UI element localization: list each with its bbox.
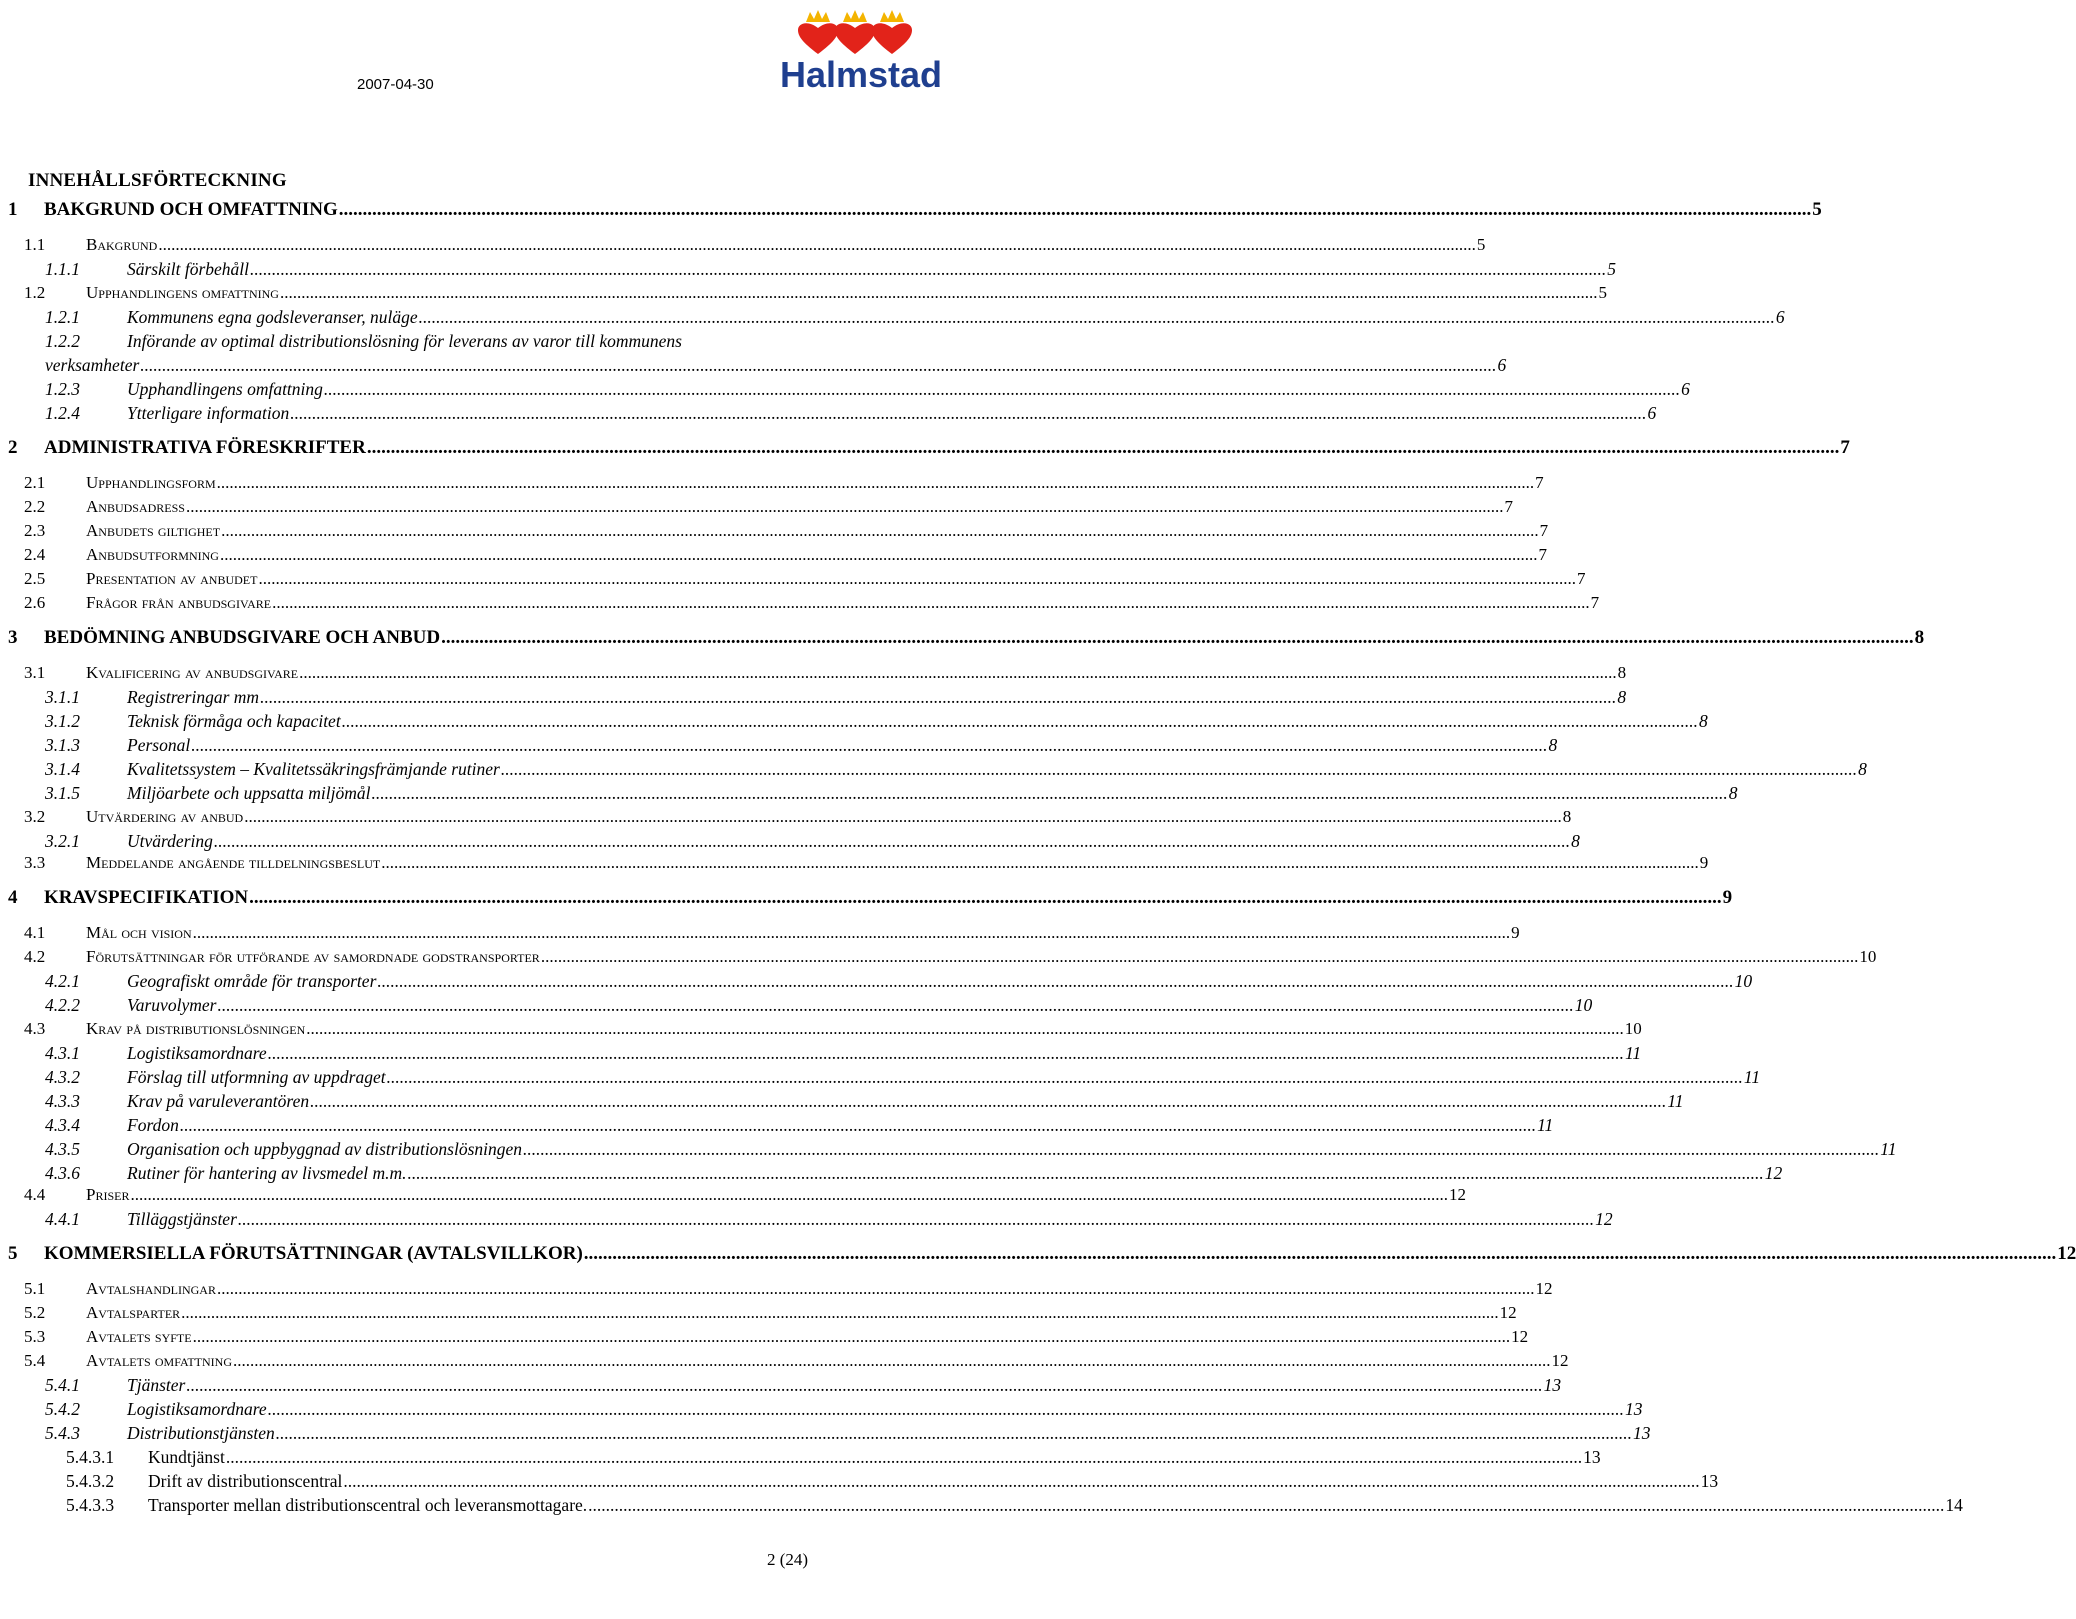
toc-entry-title: Avtalets syfte (86, 1327, 192, 1346)
toc-entry-3[interactable] (8, 627, 1925, 650)
toc-entry-number: 5.4.3.3 (66, 1495, 115, 1515)
toc-leader-dots (193, 923, 1511, 943)
toc-entry-page: 7 (1539, 521, 1549, 540)
toc-entry-number: 1.2.2 (45, 331, 80, 351)
toc-leader-dots (180, 1115, 1536, 1136)
toc-leader-dots (186, 1375, 1542, 1396)
toc-entry-number: 4.4 (24, 1185, 46, 1204)
toc-entry-3-1-2[interactable] (45, 711, 1708, 732)
toc-entry-title: KOMMERSIELLA FÖRUTSÄTTNINGAR (AVTALSVILLKOR) (44, 1243, 583, 1264)
toc-entry-title: Fordon (127, 1115, 179, 1135)
toc-entry-page: 8 (1571, 831, 1580, 851)
toc-entry-page: 6 (1681, 379, 1690, 399)
toc-entry-title: Miljöarbete och uppsatta miljömål (127, 783, 371, 803)
toc-leader-dots (419, 307, 1775, 328)
toc-entry-page: 10 (1624, 1019, 1642, 1038)
toc-entry-5[interactable] (8, 1243, 2076, 1266)
toc-entry-page: 10 (1734, 971, 1753, 991)
toc-entry-1-1[interactable] (24, 235, 1486, 255)
toc-entry-2-3[interactable] (24, 521, 1549, 541)
toc-entry-number: 4.1 (24, 923, 46, 942)
toc-entry-5-4-1[interactable] (45, 1375, 1562, 1396)
toc-entry-page: 7 (1504, 497, 1513, 516)
toc-entry-page: 12 (1535, 1279, 1553, 1298)
toc-leader-dots (233, 1351, 1551, 1371)
toc-entry-page: 8 (1728, 783, 1738, 803)
toc-entry-title: BEDÖMNING ANBUDSGIVARE OCH ANBUD (44, 627, 441, 648)
toc-entry-title: Tjänster (127, 1375, 186, 1395)
toc-leader-dots (158, 235, 1476, 255)
toc-entry-5-4-3[interactable] (45, 1423, 1651, 1444)
toc-entry-page: 9 (1511, 923, 1520, 942)
toc-leader-dots (191, 735, 1547, 756)
toc-entry-page: 11 (1537, 1115, 1554, 1135)
toc-entry-title: Kundtjänst (148, 1447, 225, 1467)
toc-entry-number: 3.3 (24, 853, 46, 872)
toc-entry-title: Registreringar mm (127, 687, 260, 707)
toc-entry-4-3-6[interactable] (45, 1163, 1783, 1184)
toc-entry-4-4[interactable] (24, 1185, 1466, 1205)
toc-entry-page: 6 (1497, 355, 1507, 375)
toc-entry-3-2-1[interactable] (45, 831, 1580, 852)
toc-entry-continuation[interactable] (45, 355, 1507, 376)
toc-entry-title: Förutsättningar för utförande av samordnade godstransporter (86, 947, 540, 966)
toc-entry-title: Avtalsparter (86, 1303, 181, 1322)
toc-entry-5-1[interactable] (24, 1279, 1553, 1299)
toc-entry-page: 10 (1859, 947, 1877, 966)
toc-entry-number: 4.2.1 (45, 971, 80, 991)
toc-leader-dots (584, 1243, 2057, 1266)
toc-entry-page: 8 (1914, 627, 1925, 648)
toc-entry-1-1-1[interactable] (45, 259, 1617, 280)
toc-leader-dots (260, 687, 1616, 708)
toc-entry-number: 1 (8, 199, 18, 220)
toc-entry-2-1[interactable] (24, 473, 1544, 493)
toc-entry-number: 4.3.4 (45, 1115, 80, 1135)
toc-entry-2[interactable] (8, 437, 1850, 460)
toc-entry-number: 1.2 (24, 283, 46, 302)
toc-entry-title: Anbudsutformning (86, 545, 219, 564)
toc-entry-1-2-2[interactable] (45, 331, 918, 352)
toc-entry-title: KRAVSPECIFIKATION (44, 887, 249, 908)
toc-entry-number: 2.5 (24, 569, 46, 588)
toc-entry-title: Presentation av anbudet (86, 569, 258, 588)
toc-leader-dots (140, 355, 1496, 376)
toc-entry-3-3[interactable] (24, 853, 1709, 873)
toc-entry-number: 3.1.4 (45, 759, 80, 779)
toc-leader-dots (387, 1067, 1743, 1088)
toc-entry-title: Teknisk förmåga och kapacitet (127, 711, 341, 731)
toc-entry-number: 2.6 (24, 593, 46, 612)
toc-entry-title: Rutiner för hantering av livsmedel m.m. (127, 1163, 407, 1183)
toc-entry-page: 6 (1775, 307, 1785, 327)
toc-entry-page: 13 (1700, 1471, 1719, 1491)
toc-entry-page: 8 (1617, 687, 1627, 707)
toc-entry-page: 7 (1535, 473, 1544, 492)
toc-entry-page: 9 (1722, 887, 1733, 908)
toc-entry-number: 1.2.3 (45, 379, 80, 399)
toc-entry-number: 5 (8, 1243, 18, 1264)
toc-entry-4-3-2[interactable] (45, 1067, 1761, 1088)
toc-entry-page: 11 (1667, 1091, 1684, 1111)
toc-entry-number: 3.1.3 (45, 735, 80, 755)
toc-entry-number: 1.1.1 (45, 259, 80, 279)
toc-entry-1-2-3[interactable] (45, 379, 1690, 400)
toc-entry-page: 10 (1574, 995, 1593, 1015)
toc-entry-title: Geografiskt område för transporter (127, 971, 377, 991)
toc-entry-title: Transporter mellan distributionscentral och leveransmottagare. (148, 1495, 588, 1515)
toc-entry-page: 8 (1562, 807, 1572, 826)
toc-leader-dots (381, 853, 1699, 873)
toc-entry-title: Meddelande angående tilldelningsbeslut (86, 853, 381, 872)
toc-entry-number: 3.2.1 (45, 831, 80, 851)
toc-entry-2-5[interactable] (24, 569, 1586, 589)
toc-leader-dots (276, 1423, 1632, 1444)
toc-entry-4-1[interactable] (24, 923, 1520, 943)
toc-entry-number: 5.4.3 (45, 1423, 80, 1443)
toc-leader-dots (523, 1139, 1879, 1160)
toc-entry-4-3-5[interactable] (45, 1139, 1897, 1160)
toc-entry-number: 1.2.4 (45, 403, 80, 423)
toc-entry-1-2-1[interactable] (45, 307, 1785, 328)
toc-heading: INNEHÅLLSFÖRTECKNING (28, 170, 287, 191)
toc-entry-title: Anbudets giltighet (86, 521, 221, 540)
toc-entry-title: Utvärdering (127, 831, 213, 851)
toc-entry-1[interactable] (8, 199, 1822, 222)
toc-entry-5-2[interactable] (24, 1303, 1517, 1323)
toc-entry-3-1-4[interactable] (45, 759, 1867, 780)
toc-entry-page: 8 (1698, 711, 1708, 731)
toc-entry-title: Kommunens egna godsleveranser, nuläge (127, 307, 418, 327)
toc-entry-page: 8 (1548, 735, 1558, 755)
toc-entry-5-4-2[interactable] (45, 1399, 1643, 1420)
toc-leader-dots (367, 437, 1840, 460)
toc-entry-3-1-3[interactable] (45, 735, 1558, 756)
toc-leader-dots (377, 971, 1733, 992)
toc-entry-title: Kvalitetssystem – Kvalitetssäkringsfrämjande rutiner (127, 759, 500, 779)
toc-entry-4-3-4[interactable] (45, 1115, 1554, 1136)
toc-entry-page: 13 (1624, 1399, 1643, 1419)
toc-entry-title: Bakgrund (86, 235, 158, 254)
toc-entry-number: 2.3 (24, 521, 46, 540)
toc-leader-dots (441, 627, 1914, 650)
toc-leader-dots (339, 199, 1812, 222)
page-indicator: 2 (24) (767, 1550, 809, 1569)
toc-entry-page: 12 (1448, 1185, 1466, 1204)
toc-entry-title: Krav på distributionslösningen (86, 1019, 306, 1038)
toc-entry-title: Upphandlingens omfattning (86, 283, 279, 302)
toc-entry-title: Frågor från anbudsgivare (86, 593, 272, 612)
toc-entry-number: 3 (8, 627, 18, 648)
toc-entry-number: 5.4.3.2 (66, 1471, 115, 1491)
toc-entry-2-4[interactable] (24, 545, 1547, 565)
toc-entry-number: 3.1.5 (45, 783, 80, 803)
toc-leader-dots (193, 1327, 1511, 1347)
toc-entry-page: 12 (1551, 1351, 1569, 1370)
toc-leader-dots (258, 569, 1576, 589)
document-date: 2007-04-30 (357, 76, 434, 93)
toc-entry-page: 11 (1624, 1043, 1642, 1063)
toc-entry-page: 9 (1699, 853, 1709, 872)
toc-entry-number: 5.4.1 (45, 1375, 80, 1395)
toc-entry-number: 5.1 (24, 1279, 46, 1298)
toc-entry-page: 7 (1576, 569, 1586, 588)
toc-entry-number: 1.2.1 (45, 307, 80, 327)
toc-entry-title: Krav på varuleverantören (127, 1091, 310, 1111)
toc-entry-page: 11 (1880, 1139, 1897, 1159)
toc-entry-number: 3.1.2 (45, 711, 80, 731)
toc-entry-2-2[interactable] (24, 497, 1513, 517)
toc-entry-title: Varuvolymer (127, 995, 217, 1015)
toc-entry-4[interactable] (8, 887, 1733, 910)
toc-entry-page: 7 (1538, 545, 1547, 564)
toc-entry-3-1-5[interactable] (45, 783, 1738, 804)
toc-entry-page: 5 (1607, 259, 1617, 279)
toc-entry-title: Mål och vision (86, 923, 192, 942)
toc-leader-dots (268, 1399, 1624, 1420)
toc-leader-dots (272, 593, 1590, 613)
toc-leader-dots (238, 1209, 1594, 1230)
toc-entry-title: Organisation och uppbyggnad av distributionslösningen (127, 1139, 523, 1159)
toc-entry-page: 8 (1858, 759, 1867, 779)
toc-leader-dots (501, 759, 1857, 780)
toc-entry-4-2-1[interactable] (45, 971, 1753, 992)
toc-entry-page: 13 (1583, 1447, 1601, 1467)
toc-entry-5-4-3-2[interactable] (66, 1471, 1719, 1492)
toc-entry-page: 12 (2057, 1243, 2076, 1264)
toc-leader-dots (324, 379, 1680, 400)
toc-entry-number: 5.4 (24, 1351, 46, 1370)
toc-leader-dots (217, 995, 1573, 1016)
toc-entry-5-4-3-1[interactable] (66, 1447, 1601, 1468)
toc-entry-title: Upphandlingsform (86, 473, 216, 492)
toc-entry-number: 2.4 (24, 545, 46, 564)
toc-entry-title: Utvärdering av anbud (86, 807, 244, 826)
toc-leader-dots (221, 521, 1539, 541)
toc-entry-number: 5.3 (24, 1327, 46, 1346)
toc-entry-4-3-3[interactable] (45, 1091, 1684, 1112)
toc-entry-number: 3.1.1 (45, 687, 80, 707)
toc-entry-number: 4.3.1 (45, 1043, 80, 1063)
toc-entry-page: 14 (1945, 1495, 1963, 1515)
toc-leader-dots (372, 783, 1728, 804)
toc-leader-dots (214, 831, 1570, 852)
toc-entry-number: 5.4.3.1 (66, 1447, 115, 1467)
toc-entry-title: Ytterligare information (127, 403, 290, 423)
toc-leader-dots (244, 807, 1562, 827)
toc-entry-4-3[interactable] (24, 1019, 1642, 1039)
toc-leader-dots (280, 283, 1598, 303)
toc-entry-title: Förslag till utformning av uppdraget (127, 1067, 386, 1087)
toc-entry-page: 13 (1543, 1375, 1562, 1395)
toc-entry-page: 11 (1743, 1067, 1761, 1087)
toc-entry-2-6[interactable] (24, 593, 1600, 613)
toc-entry-title: Införande av optimal distributionslösning för leverans av varor till kommunens (127, 331, 682, 351)
toc-entry-page: 12 (1499, 1303, 1517, 1322)
toc-leader-dots (310, 1091, 1666, 1112)
toc-entry-title: Priser (86, 1185, 130, 1204)
toc-entry-title: Upphandlingens omfattning (127, 379, 323, 399)
toc-entry-page: 12 (1511, 1327, 1529, 1346)
toc-entry-number: 5.4.2 (45, 1399, 80, 1419)
toc-entry-number: 5.2 (24, 1303, 46, 1322)
toc-entry-title: Kvalificering av anbudsgivare (86, 663, 299, 682)
toc-entry-title: Tilläggstjänster (127, 1209, 237, 1229)
toc-entry-5-4[interactable] (24, 1351, 1569, 1371)
toc-entry-number: 2.1 (24, 473, 46, 492)
toc-leader-dots (249, 887, 1722, 910)
toc-entry-title: Distributionstjänsten (127, 1423, 275, 1443)
toc-leader-dots (290, 403, 1646, 424)
toc-leader-dots (588, 1495, 1944, 1516)
toc-entry-4-2[interactable] (24, 947, 1877, 967)
toc-entry-title: ADMINISTRATIVA FÖRESKRIFTER (44, 437, 366, 458)
toc-entry-page: 7 (1840, 437, 1850, 458)
toc-entry-4-2-2[interactable] (45, 995, 1593, 1016)
toc-leader-dots (181, 1303, 1499, 1323)
toc-entry-title: Särskilt förbehåll (127, 259, 250, 279)
toc-entry-page: 6 (1647, 403, 1657, 423)
toc-leader-dots (306, 1019, 1624, 1039)
toc-entry-number: 4.4.1 (45, 1209, 80, 1229)
toc-entry-number: 3.2 (24, 807, 46, 826)
toc-leader-dots (130, 1185, 1448, 1205)
toc-entry-3-1[interactable] (24, 663, 1627, 683)
toc-leader-dots (220, 545, 1538, 565)
toc-entry-page: 12 (1764, 1163, 1783, 1183)
toc-entry-page: 7 (1590, 593, 1600, 612)
toc-entry-number: 4.3 (24, 1019, 46, 1038)
toc-entry-page: 12 (1595, 1209, 1613, 1229)
toc-entry-title: BAKGRUND OCH OMFATTNING (44, 199, 338, 220)
toc-leader-dots (250, 259, 1606, 280)
toc-entry-3-1-1[interactable] (45, 687, 1627, 708)
toc-entry-number: 1.1 (24, 235, 46, 254)
logo-wordmark: Halmstad (779, 54, 943, 95)
toc-leader-dots (217, 473, 1535, 493)
toc-entry-page: 8 (1617, 663, 1627, 682)
toc-entry-title: Avtalets omfattning (86, 1351, 233, 1370)
toc-entry-page: 5 (1812, 199, 1822, 220)
toc-leader-dots (268, 1043, 1624, 1064)
toc-leader-dots (541, 947, 1859, 967)
toc-entry-5-3[interactable] (24, 1327, 1529, 1347)
toc-entry-page: 5 (1598, 283, 1607, 302)
toc-entry-number: 4.2 (24, 947, 46, 966)
toc-entry-number: 4.2.2 (45, 995, 80, 1015)
toc-leader-dots (343, 1471, 1699, 1492)
toc-entry-page: 13 (1633, 1423, 1651, 1443)
toc-entry-4-3-1[interactable] (45, 1043, 1642, 1064)
toc-entry-title-continuation: verksamheter (45, 355, 140, 375)
toc-entry-1-2[interactable] (24, 283, 1607, 303)
toc-entry-number: 4.3.6 (45, 1163, 80, 1183)
toc-entry-number: 3.1 (24, 663, 46, 682)
toc-entry-page: 5 (1476, 235, 1486, 254)
toc-leader-dots (226, 1447, 1582, 1468)
toc-entry-5-4-3-3[interactable] (66, 1495, 1963, 1516)
toc-entry-3-2[interactable] (24, 807, 1572, 827)
toc-entry-number: 4 (8, 887, 18, 908)
toc-entry-4-4-1[interactable] (45, 1209, 1613, 1230)
toc-entry-number: 4.3.2 (45, 1067, 80, 1087)
toc-entry-title: Logistiksamordnare (127, 1399, 267, 1419)
toc-entry-title: Drift av distributionscentral (148, 1471, 343, 1491)
toc-entry-title: Personal (127, 735, 191, 755)
toc-entry-number: 2 (8, 437, 18, 458)
toc-entry-title: Avtalshandlingar (86, 1279, 216, 1298)
toc-entry-number: 2.2 (24, 497, 46, 516)
toc-entry-title: Anbudsadress (86, 497, 185, 516)
toc-leader-dots (342, 711, 1698, 732)
toc-entry-title: Logistiksamordnare (127, 1043, 267, 1063)
toc-entry-1-2-4[interactable] (45, 403, 1657, 424)
toc-leader-dots (407, 1163, 1763, 1184)
toc-leader-dots (299, 663, 1617, 683)
toc-leader-dots (217, 1279, 1535, 1299)
toc-leader-dots (186, 497, 1504, 517)
toc-entry-number: 4.3.5 (45, 1139, 80, 1159)
toc-entry-number: 4.3.3 (45, 1091, 80, 1111)
